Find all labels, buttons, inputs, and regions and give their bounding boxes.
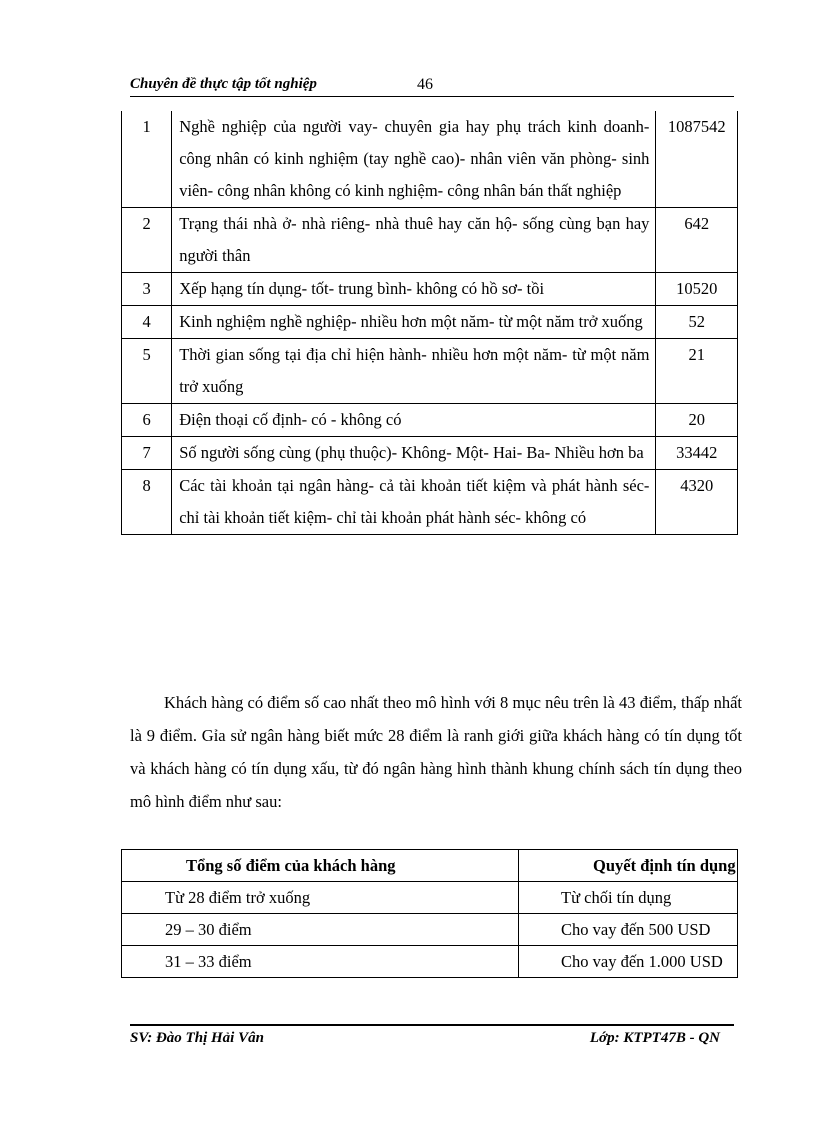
- credit-policy-table: [121, 849, 738, 978]
- row-score: 21: [656, 339, 738, 404]
- row-description: Các tài khoản tại ngân hàng- cả tài khoản tiết kiệm và phát hành séc- chỉ tài khoản tiết kiệm- chỉ tài khoản phát hành séc- không có: [172, 470, 656, 535]
- table-row: [122, 273, 738, 306]
- column-header-total-score: Tổng số điểm của khách hàng: [122, 850, 519, 882]
- row-score: 1087542: [656, 111, 738, 208]
- table-row: [122, 437, 738, 470]
- row-number: 3: [122, 273, 172, 306]
- row-number: 6: [122, 404, 172, 437]
- table-row: [122, 306, 738, 339]
- table-row: [122, 111, 738, 208]
- row-score: 52: [656, 306, 738, 339]
- row-score: 33442: [656, 437, 738, 470]
- footer-student: SV: Đào Thị Hải Vân: [130, 1030, 264, 1046]
- body-paragraph: Khách hàng có điểm số cao nhất theo mô hình với 8 mục nêu trên là 43 điểm, thấp nhất là 9 điểm. Gỉa sử ngân hàng biết mức 28 điểm là ranh giới giữa khách hàng có tín dụng tốt và khách hàng có tín dụng xấu, từ đó ngân hàng hình thành khung chính sách tín dụng theo mô hình điểm như sau:: [130, 693, 742, 811]
- row-number: 8: [122, 470, 172, 535]
- row-score: 4320: [656, 470, 738, 535]
- score-range: 29 – 30 điểm: [122, 914, 519, 946]
- row-description: Nghề nghiệp của người vay- chuyên gia hay phụ trách kinh doanh- công nhân có kinh nghiệm (tay nghề cao)- nhân viên văn phòng- sinh viên- công nhân không có kinh nghiệm- công nhân bán thất nghiệp: [172, 111, 656, 208]
- credit-decision: Cho vay đến 1.000 USD: [519, 946, 738, 978]
- score-range: 31 – 33 điểm: [122, 946, 519, 978]
- credit-decision: Cho vay đến 500 USD: [519, 914, 738, 946]
- row-score: 20: [656, 404, 738, 437]
- credit-decision: Từ chối tín dụng: [519, 882, 738, 914]
- row-number: 5: [122, 339, 172, 404]
- row-description: Kinh nghiệm nghề nghiệp- nhiều hơn một năm- từ một năm trở xuống: [172, 306, 656, 339]
- page-footer: [130, 1024, 734, 1050]
- table-header-row: [122, 850, 738, 882]
- table-row: [122, 208, 738, 273]
- row-description: Thời gian sống tại địa chỉ hiện hành- nhiều hơn một năm- từ một năm trở xuống: [172, 339, 656, 404]
- header-title: Chuyên đề thực tập tốt nghiệp: [130, 76, 317, 92]
- row-score: 10520: [656, 273, 738, 306]
- page-header: [130, 76, 734, 97]
- table-row: [122, 882, 738, 914]
- row-score: 642: [656, 208, 738, 273]
- column-header-credit-decision: Quyết định tín dụng: [519, 850, 738, 882]
- row-number: 1: [122, 111, 172, 208]
- row-description: Xếp hạng tín dụng- tốt- trung bình- không có hồ sơ- tồi: [172, 273, 656, 306]
- table-row: [122, 470, 738, 535]
- footer-class: Lớp: KTPT47B - QN: [589, 1030, 720, 1046]
- row-description: Điện thoại cố định- có - không có: [172, 404, 656, 437]
- score-range: Từ 28 điểm trở xuống: [122, 882, 519, 914]
- table-row: [122, 339, 738, 404]
- row-description: Số người sống cùng (phụ thuộc)- Không- Một- Hai- Ba- Nhiều hơn ba: [172, 437, 656, 470]
- table-row: [122, 946, 738, 978]
- page-number: 46: [417, 76, 433, 93]
- row-number: 4: [122, 306, 172, 339]
- table-row: [122, 404, 738, 437]
- row-number: 7: [122, 437, 172, 470]
- row-description: Trạng thái nhà ở- nhà riêng- nhà thuê hay căn hộ- sống cùng bạn hay người thân: [172, 208, 656, 273]
- row-number: 2: [122, 208, 172, 273]
- criteria-table: [121, 111, 738, 535]
- table-row: [122, 914, 738, 946]
